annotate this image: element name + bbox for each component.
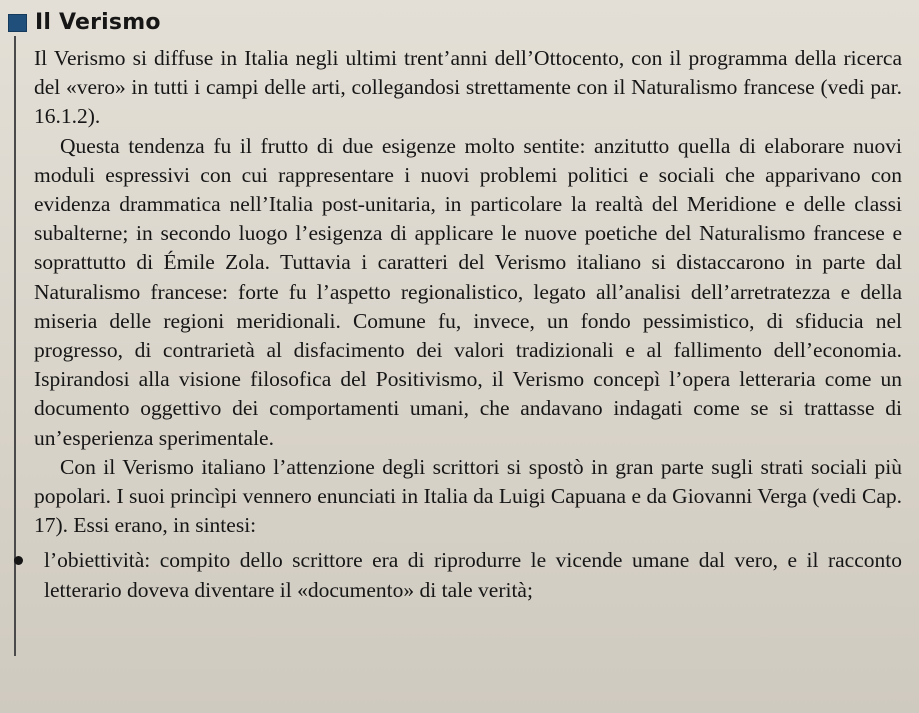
bullet-icon — [14, 556, 23, 565]
body-text — [34, 44, 902, 605]
list-item — [34, 546, 902, 604]
list-item-text: l’obiettività: compito dello scrittore era di riprodurre le vicende umane dal vero, e il racconto letterario doveva diventare il «documento» di tale verità; — [44, 548, 902, 602]
paragraph-intro: Il Verismo si diffuse in Italia negli ultimi trent’anni dell’Ottocento, con il programma della ricerca del «vero» in tutti i campi delle arti, collegandosi strettamente con il Naturalismo francese (vedi par. 16.1.2). — [34, 46, 902, 129]
section-heading — [0, 10, 161, 35]
heading-square-icon — [8, 14, 27, 32]
paragraph-origins: Questa tendenza fu il frutto di due esigenze molto sentite: anzitutto quella di elaborare nuovi moduli espressivi con cui rappresentare i nuovi problemi politici e sociali che apparivano con evidenza drammatica nell’Italia post-unitaria, in particolare la realtà del Meridione e delle classi subalterne; in secondo luogo l’esigenza di applicare le nuove poetiche del Naturalismo francese e soprattutto di Émile Zola. Tuttavia i caratteri del Verismo italiano si distaccarono in parte dal Naturalismo francese: forte fu l’aspetto regionalistico, legato all’analisi dell’arretratezza e della miseria delle regioni meridionali. Comune fu, invece, un fondo pessimistico, di sfiducia nel progresso, di contrarietà al disfacimento dei valori tradizionali e al fallimento dell’economia. Ispirandosi alla visione filosofica del Positivismo, il Verismo concepì l’opera letteraria come un documento oggettivo dei comportamenti umani, che andavano indagati come se si trattasse di un’esperienza sperimentale. — [34, 133, 902, 450]
section-title: Il Verismo — [35, 10, 161, 35]
paragraph-principles: Con il Verismo italiano l’attenzione degli scrittori si spostò in gran parte sugli strati sociali più popolari. I suoi princìpi vennero enunciati in Italia da Luigi Capuana e da Giovanni Verga (vedi Cap. 17). Essi erano, in sintesi: — [34, 454, 902, 538]
principles-list — [34, 546, 902, 604]
